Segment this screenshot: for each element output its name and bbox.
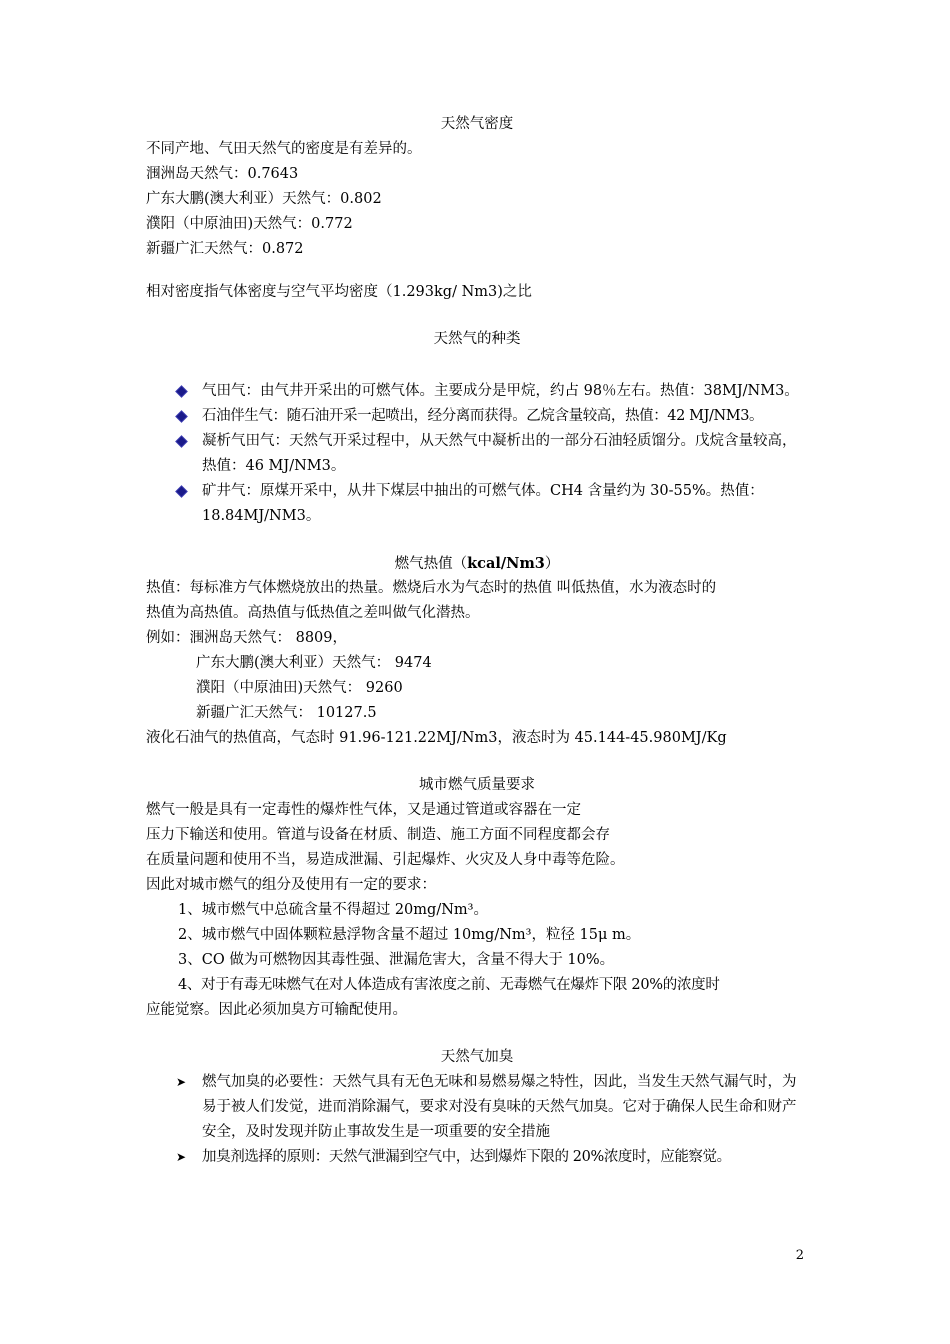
list-item: ➤ 加臭剂选择的原则：天然气泄漏到空气中，达到爆炸下限的 20%浓度时，应能察觉。: [146, 1145, 808, 1170]
heat-title: 燃气热值（kcal/Nm3）: [394, 555, 560, 572]
page-number: 2: [795, 1248, 804, 1263]
heat-desc: 热值：每标准方气体燃烧放出的热量。燃烧后水为气态时的热值 叫低热值，水为液态时的: [146, 580, 717, 596]
list-item: 气田气：由气井开采出的可燃气体。主要成分是甲烷，约占 98％左右。热值：38MJ/NM3。: [146, 379, 808, 404]
heat-example: 例如：涠洲岛天然气： 8809，: [146, 630, 348, 646]
quality-title: 城市燃气质量要求: [419, 777, 535, 793]
diamond-bullet-icon: [174, 379, 188, 404]
density-item: 广东大鹏(澳大利亚）天然气：0.802: [146, 191, 382, 207]
heat-example: 广东大鹏(澳大利亚）天然气： 9474: [196, 655, 432, 671]
quality-req: 3、CO 做为可燃物因其毒性强、泄漏危害大，含量不得大于 10%。: [178, 952, 615, 968]
arrow-bullet-icon: ➤: [175, 1075, 187, 1089]
list-item: 矿井气：原煤开采中，从井下煤层中抽出的可燃气体。CH4 含量约为 30-55%。热值：18.84MJ/NM3。: [146, 479, 808, 529]
odor-list: [146, 1070, 808, 1170]
density-intro: 不同产地、气田天然气的密度是有差异的。: [146, 141, 422, 157]
heat-example: 新疆广汇天然气： 10127.5: [196, 705, 377, 721]
arrow-bullet-icon: ➤: [175, 1150, 187, 1164]
heat-desc: 热值为高热值。高热值与低热值之差叫做气化潜热。: [146, 605, 480, 621]
types-title: 天然气的种类: [433, 331, 521, 347]
heat-example: 濮阳（中原油田)天然气： 9260: [196, 680, 403, 696]
diamond-bullet-icon: [174, 479, 188, 504]
density-item: 濮阳（中原油田)天然气：0.772: [146, 216, 353, 232]
quality-req: 2、城市燃气中固体颗粒悬浮物含量不超过 10mg/Nm³，粒径 15μ m。: [178, 927, 641, 943]
heat-lpg: 液化石油气的热值高，气态时 91.96-121.22MJ/Nm3，液态时为 45.144-45.980MJ/Kg: [146, 730, 727, 746]
odor-title: 天然气加臭: [440, 1049, 514, 1065]
heat-title-unit: kcal/Nm3: [467, 555, 545, 572]
types-list: [146, 379, 808, 529]
quality-req: 应能觉察。因此必须加臭方可输配使用。: [146, 1002, 407, 1018]
density-item: 涠洲岛天然气：0.7643: [146, 166, 299, 182]
density-note: 相对密度指气体密度与空气平均密度（1.293kg/ Nm3)之比: [146, 284, 532, 300]
quality-text: 压力下输送和使用。管道与设备在材质、制造、施工方面不同程度都会存: [146, 827, 610, 843]
quality-req: 1、城市燃气中总硫含量不得超过 20mg/Nm³。: [178, 902, 488, 918]
diamond-bullet-icon: [174, 404, 188, 429]
quality-text: 在质量问题和使用不当，易造成泄漏、引起爆炸、火灾及人身中毒等危险。: [146, 852, 625, 868]
density-item: 新疆广汇天然气：0.872: [146, 241, 304, 257]
list-item: 石油伴生气：随石油开采一起喷出，经分离而获得。乙烷含量较高，热值：42 MJ/NM3。: [146, 404, 808, 429]
document-page: [146, 112, 808, 1170]
density-title: 天然气密度: [440, 116, 514, 132]
list-item: ➤ 燃气加臭的必要性：天然气具有无色无味和易燃易爆之特性，因此，当发生天然气漏气时，为易于被人们发觉，进而消除漏气，要求对没有臭味的天然气加臭。它对于确保人民生命和财产安全，及时发现并防止事故发生是一项重要的安全措施: [146, 1070, 808, 1145]
list-item: 凝析气田气：天然气开采过程中，从天然气中凝析出的一部分石油轻质馏分。戊烷含量较高，热值：46 MJ/NM3。: [146, 429, 808, 479]
diamond-bullet-icon: [174, 429, 188, 454]
quality-req: 4、对于有毒无味燃气在对人体造成有害浓度之前、无毒燃气在爆炸下限 20%的浓度时: [178, 977, 720, 993]
quality-text: 因此对城市燃气的组分及使用有一定的要求：: [146, 877, 436, 893]
quality-text: 燃气一般是具有一定毒性的爆炸性气体，又是通过管道或容器在一定: [146, 802, 581, 818]
